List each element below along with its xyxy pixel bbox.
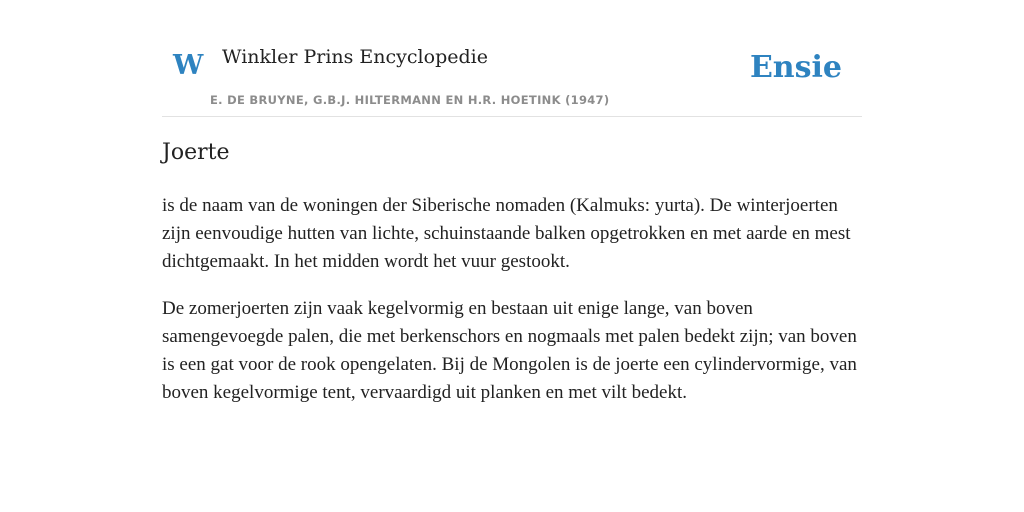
entry-paragraph: De zomerjoerten zijn vaak kegelvormig en bestaan uit enige lange, van boven samengevoegde palen, die met berkenschors en nogmaals met palen bedekt zijn; van boven is een gat voor de rook opengelaten. Bij de Mongolen is de joerte een cylindervormige, van boven kegelvormige tent, vervaardigd uit planken en met vilt bedekt.	[162, 298, 857, 403]
entry-title: Joerte	[162, 140, 230, 165]
source-authors: E. DE BRUYNE, G.B.J. HILTERMANN EN H.R. HOETINK (1947)	[210, 93, 610, 107]
source-header	[162, 36, 862, 117]
entry-content	[162, 192, 862, 426]
entry-paragraph: is de naam van de woningen der Siberische nomaden (Kalmuks: yurta). De winterjoerten zijn eenvoudige hutten van lichte, schuinstaande balken opgetrokken en met aarde en mest dichtgemaakt. In het midden wordt het vuur gestookt.	[162, 195, 851, 272]
source-logo: W	[173, 50, 204, 81]
brand-logo-link[interactable]: Ensie	[749, 50, 842, 85]
source-title[interactable]: Winkler Prins Encyclopedie	[222, 46, 488, 68]
